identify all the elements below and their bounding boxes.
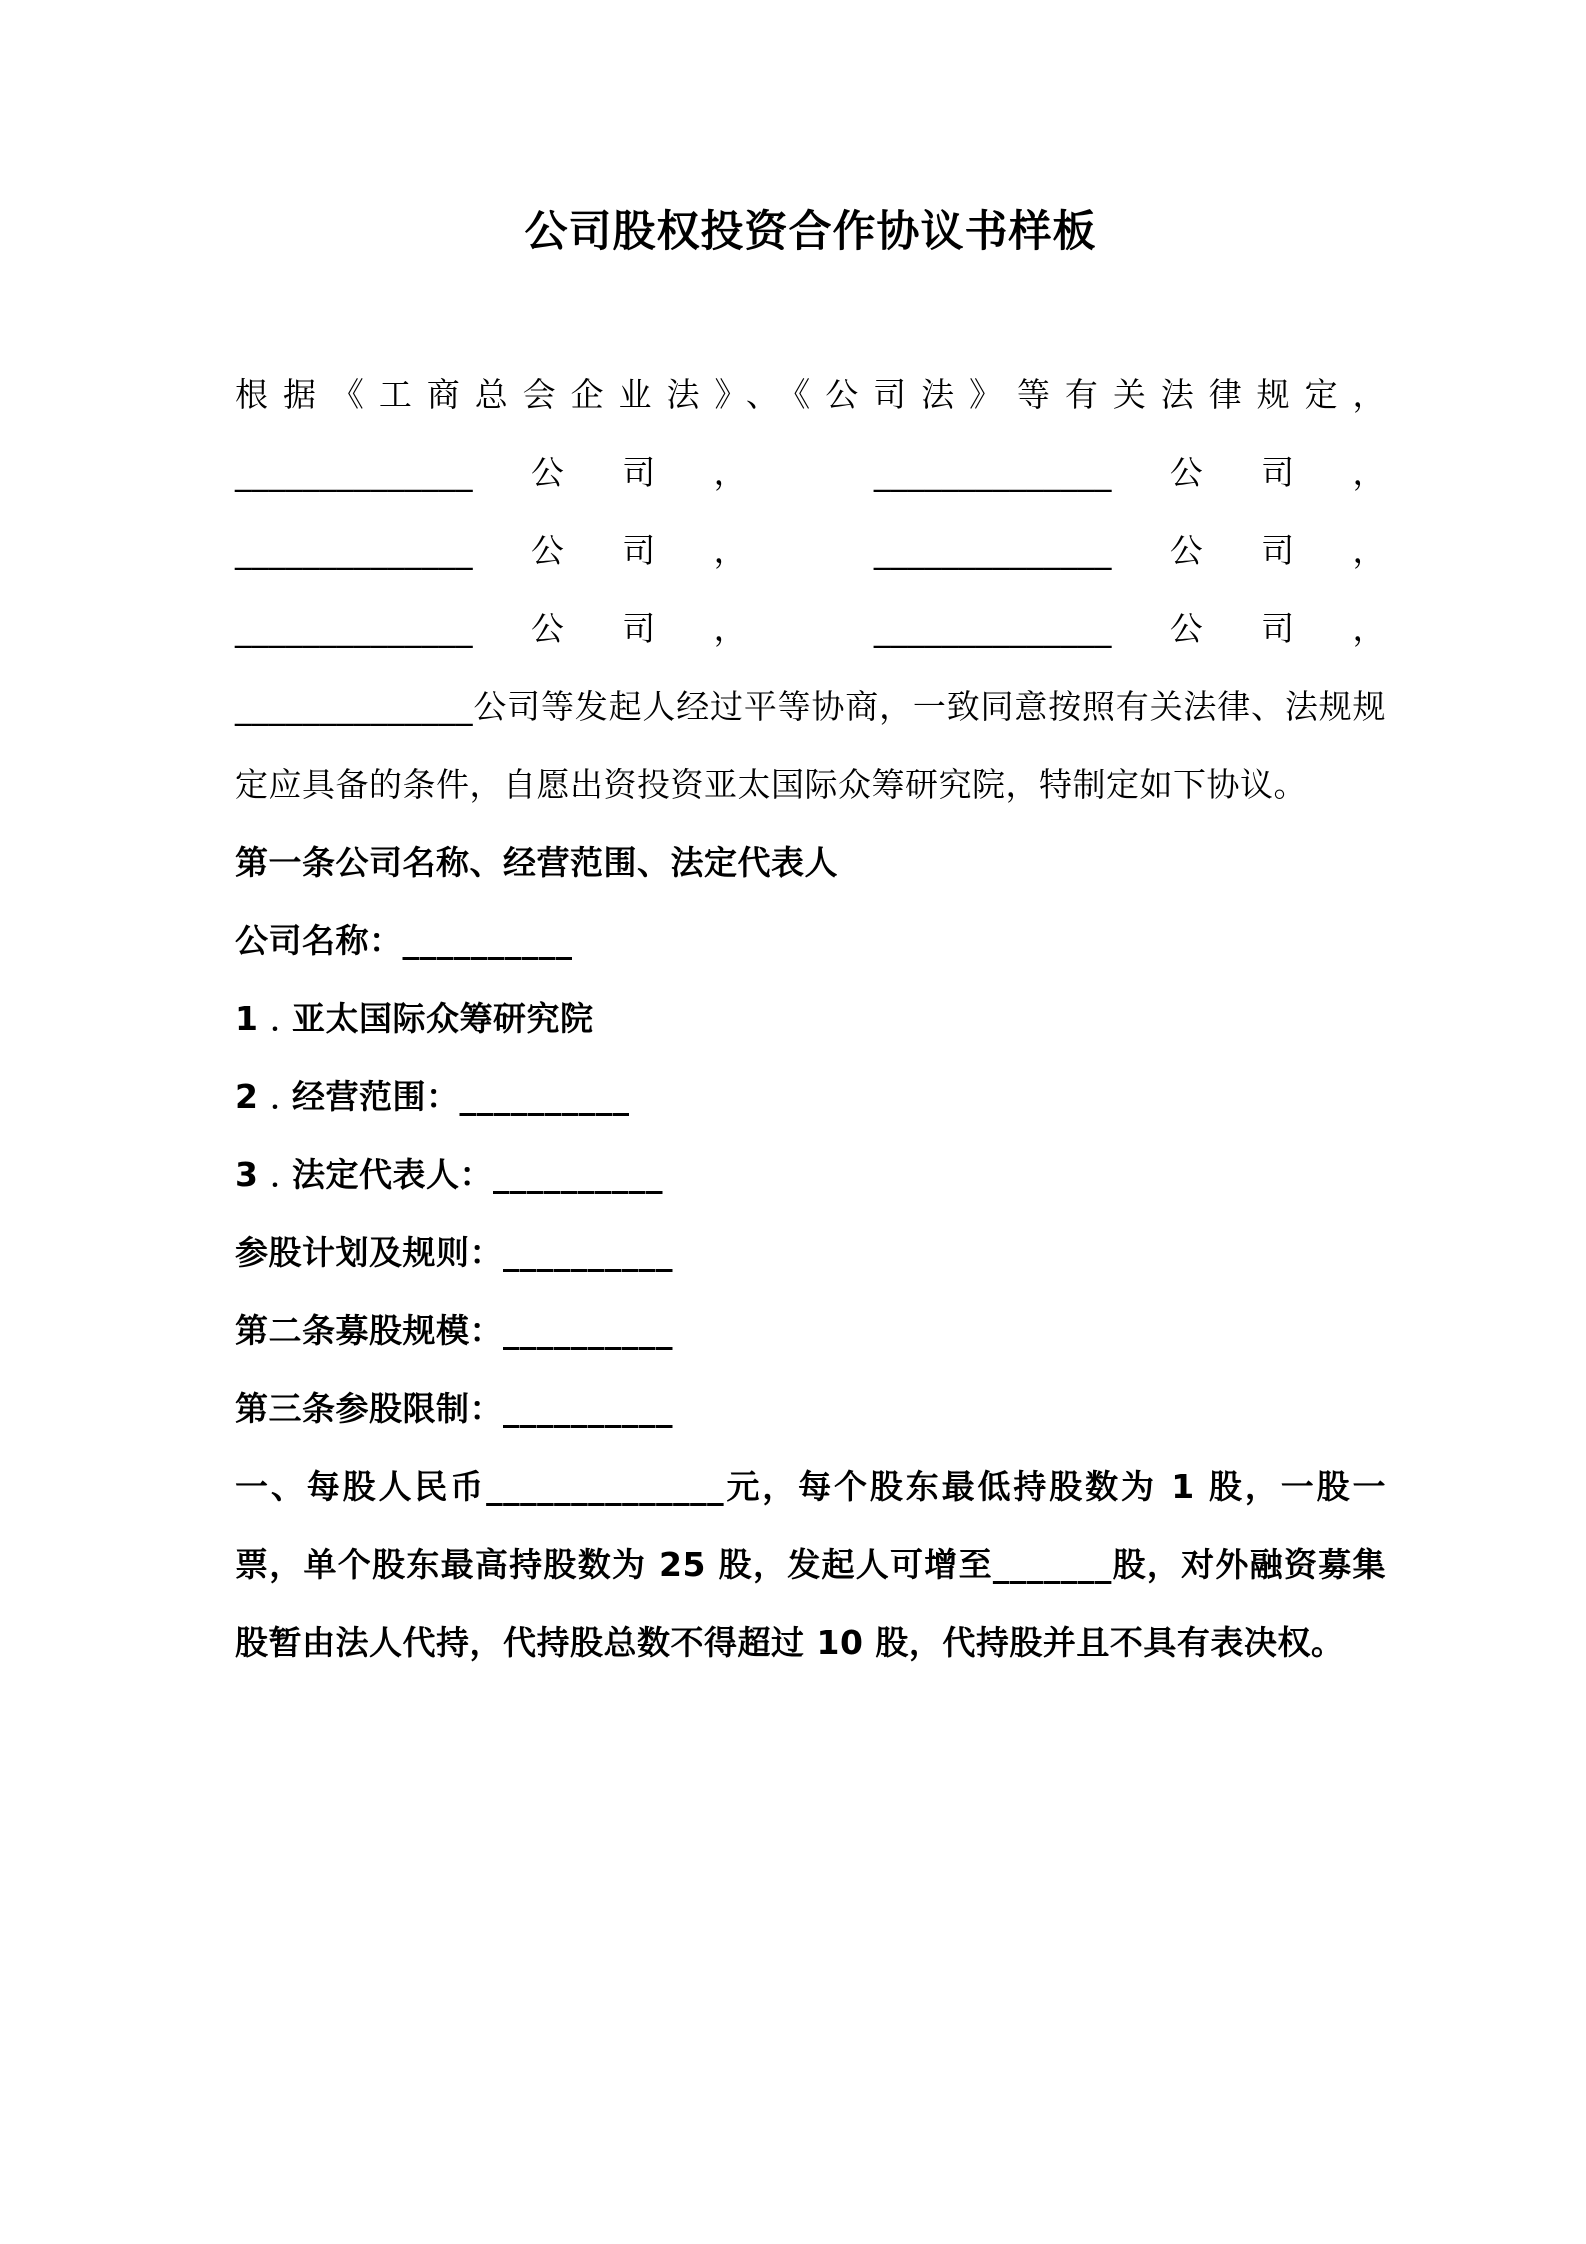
paragraph-item-2: 2﹒经营范围：__________ (235, 1076, 630, 1116)
paragraph-intro-line-1: 根据《工商总会企业法》、《公司法》等有关法律规定， (235, 374, 1386, 414)
paragraph-item-3: 3﹒法定代表人：__________ (235, 1154, 663, 1194)
paragraph-blank-companies-line-3: ______________公司， ______________公司， (235, 608, 1386, 648)
paragraph-article-1-head: 第一条公司名称、经营范围、法定代表人 (235, 842, 838, 882)
paragraph-clause-one: 一、每股人民币______________元，每个股东最低持股数为 1 股，一股一票，单个股东最高持股数为 25 股，发起人可增至_______股，对外融资募集股暂由法人代持，代持股总数不得超过 10 股，代持股并且不具有表决权。 (235, 1466, 1386, 1662)
paragraph-article-2: 第二条募股规模：__________ (235, 1310, 673, 1350)
paragraph-blank-companies-line-2: ______________公司， ______________公司， (235, 530, 1386, 570)
paragraph-blank-companies-line-1: ______________公司， ______________公司， (235, 452, 1386, 492)
paragraph-article-3: 第三条参股限制：__________ (235, 1388, 673, 1428)
paragraph-share-plan: 参股计划及规则：__________ (235, 1232, 673, 1272)
document-body (235, 356, 1386, 1682)
paragraph-intro-body: ______________公司等发起人经过平等协商，一致同意按照有关法律、法规规定应具备的条件，自愿出资投资亚太国际众筹研究院，特制定如下协议。 (235, 686, 1386, 804)
page-title: 公司股权投资合作协议书样板 (524, 207, 1097, 257)
paragraph-company-name: 公司名称：__________ (235, 920, 573, 960)
paragraph-item-1: 1﹒亚太国际众筹研究院 (235, 998, 594, 1038)
